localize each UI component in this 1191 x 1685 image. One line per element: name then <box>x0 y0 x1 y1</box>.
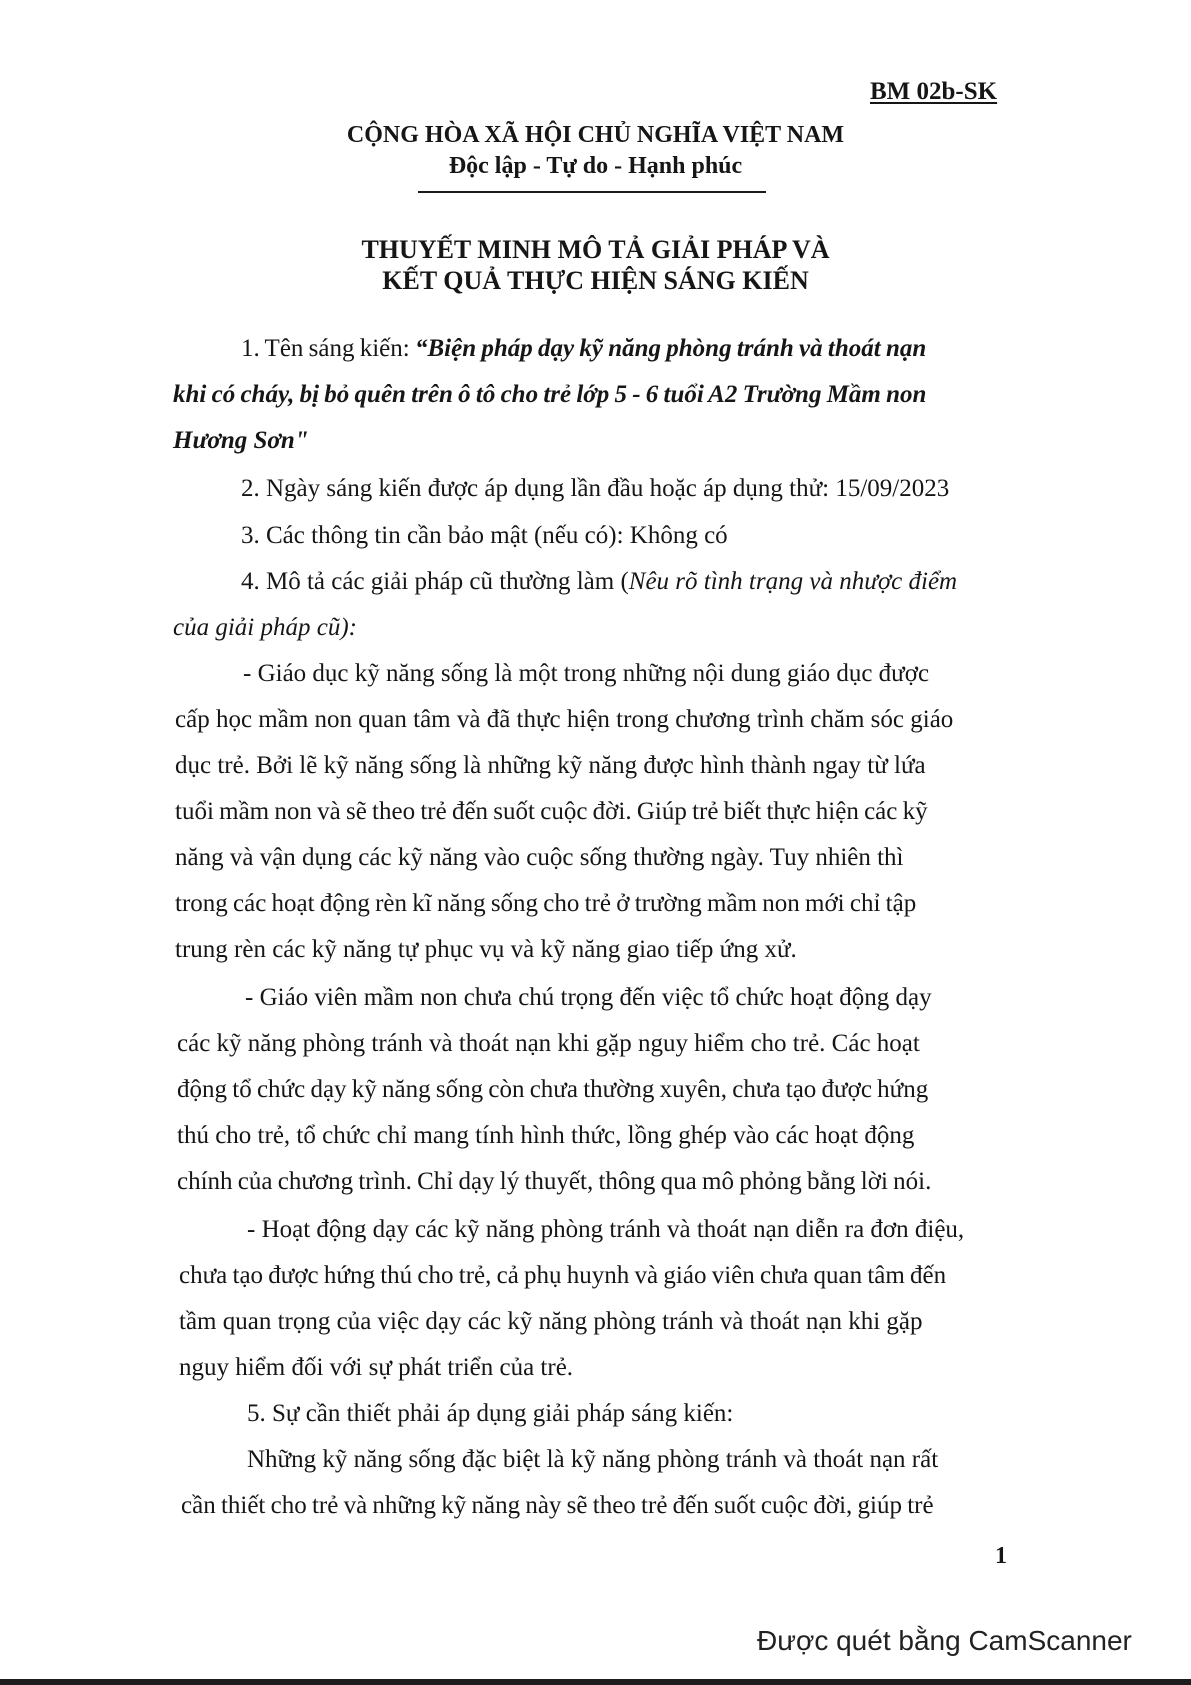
para-4-line: Những kỹ năng sống đặc biệt là kỹ năng phòng tránh và thoát nạn rất <box>247 1446 939 1473</box>
para-2-line: chính của chương trình. Chỉ dạy lý thuyết, thông qua mô phỏng bằng lời nói. <box>177 1168 932 1195</box>
form-code: BM 02b-SK <box>870 78 998 105</box>
item-4-label: 4. Mô tả các giải pháp cũ thường làm ( <box>241 568 629 595</box>
para-2-line: thú cho trẻ, tổ chức chỉ mang tính hình thức, lồng ghép vào các hoạt động <box>177 1122 915 1149</box>
item-4-line-1 <box>241 568 957 596</box>
item-1-line-1 <box>241 335 926 363</box>
para-1-line: tuổi mầm non và sẽ theo trẻ đến suốt cuộc đời. Giúp trẻ biết thực hiện các kỹ <box>175 798 928 825</box>
page-number: 1 <box>995 1543 1007 1569</box>
item-4-note-part-1: Nêu rõ tình trạng và nhược điểm <box>628 568 958 595</box>
para-1-line: năng và vận dụng các kỹ năng vào cuộc sống thường ngày. Tuy nhiên thì <box>175 844 904 871</box>
item-4-note-part-2: của giải pháp cũ): <box>173 614 357 641</box>
item-3: 3. Các thông tin cần bảo mật (nếu có): Không có <box>241 522 728 549</box>
motto-underline <box>418 191 766 193</box>
para-3-line: chưa tạo được hứng thú cho trẻ, cả phụ huynh và giáo viên chưa quan tâm đến <box>179 1262 947 1289</box>
initiative-name-part-3: Hương Sơn" <box>173 427 309 454</box>
document-title-line-1: THUYẾT MINH MÔ TẢ GIẢI PHÁP VÀ <box>361 235 830 264</box>
national-title: CỘNG HÒA XÃ HỘI CHỦ NGHĨA VIỆT NAM <box>346 122 845 148</box>
document-title-line-2: KẾT QUẢ THỰC HIỆN SÁNG KIẾN <box>382 266 809 295</box>
para-1-line: dục trẻ. Bởi lẽ kỹ năng sống là những kỹ năng được hình thành ngay từ lứa <box>175 752 926 779</box>
para-2-line: các kỹ năng phòng tránh và thoát nạn khi gặp nguy hiểm cho trẻ. Các hoạt <box>177 1030 920 1057</box>
item-5: 5. Sự cần thiết phải áp dụng giải pháp sáng kiến: <box>247 1400 734 1427</box>
para-4-line: cần thiết cho trẻ và những kỹ năng này sẽ theo trẻ đến suốt cuộc đời, giúp trẻ <box>181 1492 934 1519</box>
para-3-line: nguy hiểm đối với sự phát triển của trẻ. <box>179 1354 574 1381</box>
para-1-line: - Giáo dục kỹ năng sống là một trong những nội dung giáo dục được <box>243 660 930 687</box>
item-1-label: 1. Tên sáng kiến: <box>241 335 415 362</box>
para-1-line: trung rèn các kỹ năng tự phục vụ và kỹ năng giao tiếp ứng xử. <box>175 936 797 963</box>
national-motto: Độc lập - Tự do - Hạnh phúc <box>448 153 743 179</box>
para-1-line: trong các hoạt động rèn kĩ năng sống cho trẻ ở trường mầm non mới chỉ tập <box>175 890 917 917</box>
para-2-line: động tổ chức dạy kỹ năng sống còn chưa thường xuyên, chưa tạo được hứng <box>177 1076 929 1103</box>
para-3-line: tầm quan trọng của việc dạy các kỹ năng phòng tránh và thoát nạn khi gặp <box>179 1308 923 1335</box>
initiative-name-part-2: khi có cháy, bị bỏ quên trên ô tô cho trẻ lớp 5 - 6 tuổi A2 Trường Mầm non <box>173 381 927 408</box>
para-3-line: - Hoạt động dạy các kỹ năng phòng tránh và thoát nạn diễn ra đơn điệu, <box>247 1216 965 1243</box>
para-2-line: - Giáo viên mầm non chưa chú trọng đến việc tổ chức hoạt động dạy <box>245 984 932 1011</box>
initiative-name-part-1: “Biện pháp dạy kỹ năng phòng tránh và thoát nạn <box>414 335 927 362</box>
scan-edge-shadow <box>0 1679 1191 1685</box>
item-2: 2. Ngày sáng kiến được áp dụng lần đầu hoặc áp dụng thử: 15/09/2023 <box>241 475 950 502</box>
scanner-watermark: Được quét bằng CamScanner <box>757 1625 1132 1656</box>
para-1-line: cấp học mầm non quan tâm và đã thực hiện trong chương trình chăm sóc giáo <box>175 706 954 733</box>
